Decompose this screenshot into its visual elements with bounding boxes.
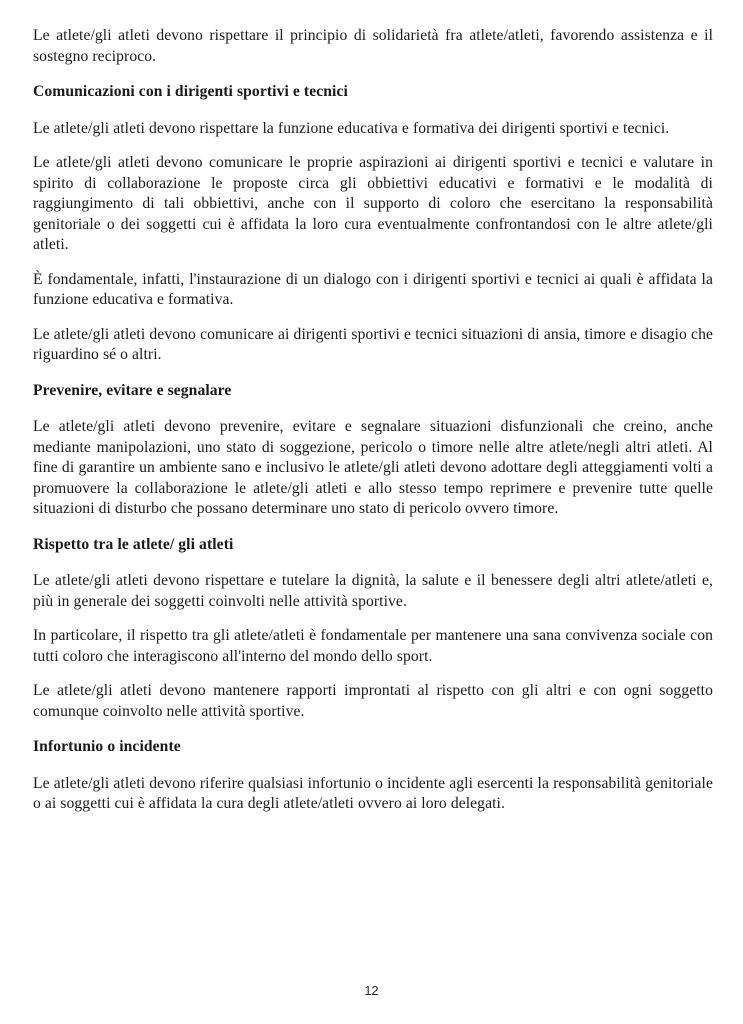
paragraph-aspirations: Le atlete/gli atleti devono comunicare le proprie aspirazioni ai dirigenti sportivi e tecnici e valutare in spirito di collaborazione le proposte circa gli obbiettivi educativi e formativi e le modalità di raggiungimento di tali obbiettivi, anche con il supporto di coloro che esercitano la responsabilità genitoriale o dei soggetti cui è affidata la loro cura eventualmente confrontandosi con le altre atlete/gli atleti. — [33, 154, 713, 253]
paragraph-dignity: Le atlete/gli atleti devono rispettare e tutelare la dignità, la salute e il benessere degli altri atlete/atleti e, più in generale dei soggetti coinvolti nelle attività sportive. — [33, 572, 713, 610]
page-number: 12 — [364, 984, 379, 998]
heading-prevent: Prevenire, evitare e segnalare — [33, 381, 232, 399]
heading-communications: Comunicazioni con i dirigenti sportivi e tecnici — [33, 83, 348, 100]
paragraph-coexistence: In particolare, il rispetto tra gli atlete/atleti è fondamentale per mantenere una sana convivenza sociale con tutti coloro che interagiscono all'interno del mondo dello sport. — [33, 627, 713, 665]
document-page — [33, 26, 713, 815]
paragraph-dialogue: È fondamentale, infatti, l'instaurazione di un dialogo con i dirigenti sportivi e tecnici ai quali è affidata la funzione educativa e formativa. — [33, 270, 713, 308]
paragraph-prevent: Le atlete/gli atleti devono prevenire, evitare e segnalare situazioni disfunzionali che creino, anche mediante manipolazioni, uno stato di soggezione, pericolo o timore nelle altre atlete/negli altri atleti. Al fine di garantire un ambiente sano e inclusivo le atlete/gli atleti devono adottare degli atteggiamenti volti a promuovere la collaborazione le atlete/gli atleti e allo stesso tempo reprimere e prevenire tutte quelle situazioni di disturbo che possano determinare uno stato di pericolo ovvero timore. — [33, 418, 713, 517]
paragraph-relations: Le atlete/gli atleti devono mantenere rapporti improntati al rispetto con gli altri e con ogni soggetto comunque coinvolto nelle attività sportive. — [33, 682, 713, 720]
heading-injury: Infortunio o incidente — [33, 738, 181, 755]
paragraph-anxiety: Le atlete/gli atleti devono comunicare ai dirigenti sportivi e tecnici situazioni di ansia, timore e disagio che riguardino sé o altri. — [33, 325, 713, 363]
paragraph-injury: Le atlete/gli atleti devono riferire qualsiasi infortunio o incidente agli esercenti la responsabilità genitoriale o ai soggetti cui è affidata la cura degli atlete/atleti ovvero ai loro delegati. — [33, 774, 713, 812]
paragraph-solidarity: Le atlete/gli atleti devono rispettare il principio di solidarietà fra atlete/atleti, favorendo assistenza e il sostegno reciproco. — [33, 27, 713, 65]
paragraph-respect-function: Le atlete/gli atleti devono rispettare la funzione educativa e formativa dei dirigenti sportivi e tecnici. — [33, 119, 670, 137]
heading-respect-athletes: Rispetto tra le atlete/ gli atleti — [33, 535, 234, 553]
